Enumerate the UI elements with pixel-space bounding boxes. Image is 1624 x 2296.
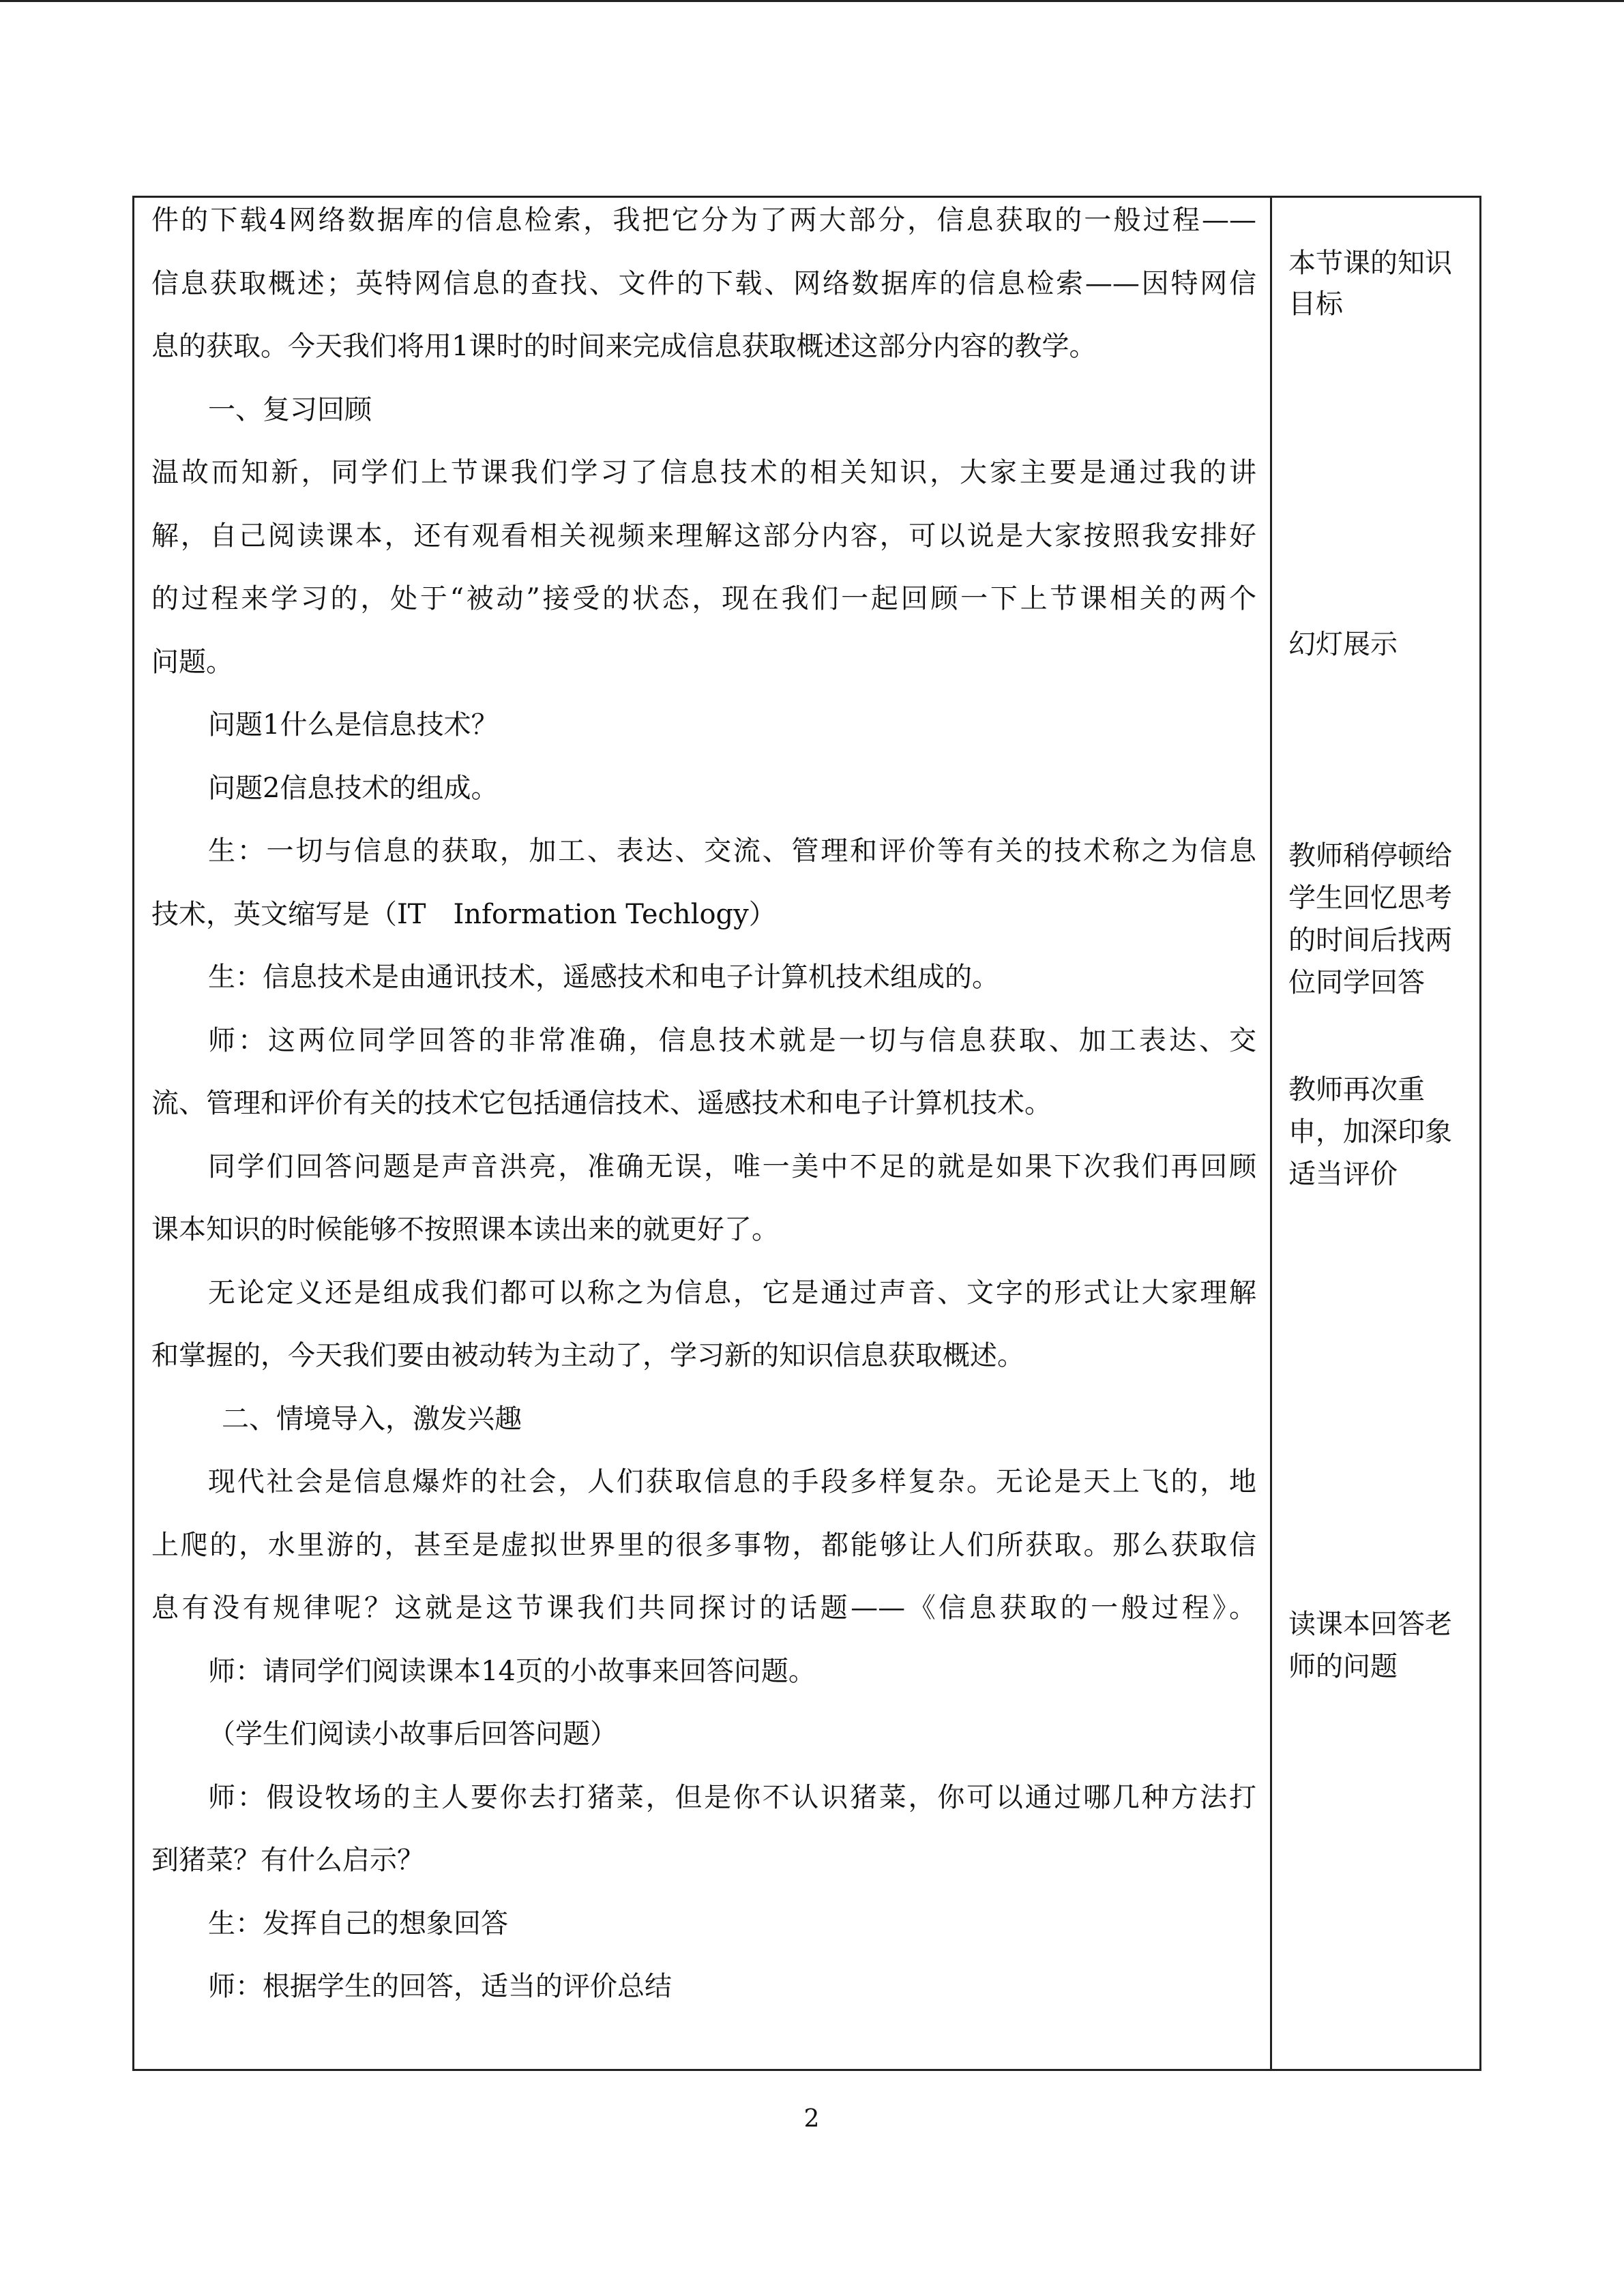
top-border-line <box>0 0 1624 2</box>
content-line: 师：假设牧场的主人要你去打猪菜，但是你不认识猪菜，你可以通过哪几种方法打 <box>208 1782 1256 1813</box>
side-note-line: 读课本回答老 <box>1288 1609 1452 1640</box>
content-line: 和掌握的，今天我们要由被动转为主动了，学习新的知识信息获取概述。 <box>151 1340 1024 1371</box>
section-heading-review: 一、复习回顾 <box>208 394 372 426</box>
content-line: （学生们阅读小故事后回答问题） <box>208 1718 617 1750</box>
side-note-line: 教师稍停顿给 <box>1288 840 1452 871</box>
content-line: 问题。 <box>151 646 233 678</box>
question-2: 问题2信息技术的组成。 <box>208 773 499 804</box>
student-answer-2: 生：信息技术是由通讯技术，遥感技术和电子计算机技术组成的。 <box>208 961 999 993</box>
teacher-remark: 师：这两位同学回答的非常准确，信息技术就是一切与信息获取、加工表达、交 <box>208 1025 1256 1056</box>
content-line: 温故而知新，同学们上节课我们学习了信息技术的相关知识，大家主要是通过我的讲 <box>151 457 1256 488</box>
content-line: 信息获取概述；英特网信息的查找、文件的下载、网络数据库的信息检索——因特网信 <box>151 268 1256 299</box>
content-line: 生：发挥自己的想象回答 <box>208 1908 508 1939</box>
side-note-line: 位同学回答 <box>1288 967 1425 998</box>
content-line: 上爬的，水里游的，甚至是虚拟世界里的很多事物，都能够让人们所获取。那么获取信 <box>151 1530 1256 1561</box>
question-1: 问题1什么是信息技术？ <box>208 709 499 741</box>
content-line: 师：根据学生的回答，适当的评价总结 <box>208 1971 672 2002</box>
content-line: 现代社会是信息爆炸的社会，人们获取信息的手段多样复杂。无论是天上飞的，地 <box>208 1466 1256 1497</box>
content-line: 息的获取。今天我们将用1课时的时间来完成信息获取概述这部分内容的教学。 <box>151 331 1097 362</box>
section-heading-intro: 二、情境导入，激发兴趣 <box>222 1403 522 1435</box>
content-line <box>151 894 1256 935</box>
side-note-line: 教师再次重 <box>1288 1074 1425 1105</box>
side-note-line: 本节课的知识 <box>1288 248 1452 279</box>
page-number: 2 <box>803 2105 820 2133</box>
content-line: 同学们回答问题是声音洪亮，准确无误，唯一美中不足的就是如果下次我们再回顾 <box>208 1151 1256 1182</box>
teaching-content-column <box>134 198 1270 2069</box>
content-line: 课本知识的时候能够不按照课本读出来的就更好了。 <box>151 1214 779 1245</box>
content-line: 无论定义还是组成我们都可以称之为信息，它是通过声音、文字的形式让大家理解 <box>208 1277 1256 1309</box>
content-line: 件的下载4网络数据库的信息检索，我把它分为了两大部分，信息获取的一般过程—— <box>151 205 1256 236</box>
content-line: 解，自己阅读课本，还有观看相关视频来理解这部分内容，可以说是大家按照我安排好 <box>151 520 1256 552</box>
side-note-line: 的时间后找两 <box>1288 925 1452 956</box>
side-note-line: 目标 <box>1288 288 1343 320</box>
side-note-line: 申，加深印象 <box>1288 1116 1452 1148</box>
notes-column <box>1272 198 1479 2069</box>
side-note-line: 适当评价 <box>1288 1159 1398 1190</box>
lesson-table <box>132 196 1481 2071</box>
content-line: 到猪菜？有什么启示？ <box>151 1845 424 1876</box>
content-line: 的过程来学习的，处于“被动”接受的状态，现在我们一起回顾一下上节课相关的两个 <box>151 583 1256 614</box>
side-note-line: 师的问题 <box>1288 1651 1398 1682</box>
student-answer-1: 生：一切与信息的获取，加工、表达、交流、管理和评价等有关的技术称之为信息 <box>208 835 1256 867</box>
content-line: 流、管理和评价有关的技术它包括通信技术、遥感技术和电子计算机技术。 <box>151 1088 1052 1119</box>
content-line: 师：请同学们阅读课本14页的小故事来回答问题。 <box>208 1656 816 1687</box>
it-abbrev-line: 技术，英文缩写是（IT Information Techlogy） <box>151 899 776 930</box>
side-note-line: 幻灯展示 <box>1288 629 1398 660</box>
content-line: 息有没有规律呢？这就是这节课我们共同探讨的话题——《信息获取的一般过程》。 <box>151 1592 1256 1624</box>
side-note-line: 学生回忆思考 <box>1288 882 1452 914</box>
